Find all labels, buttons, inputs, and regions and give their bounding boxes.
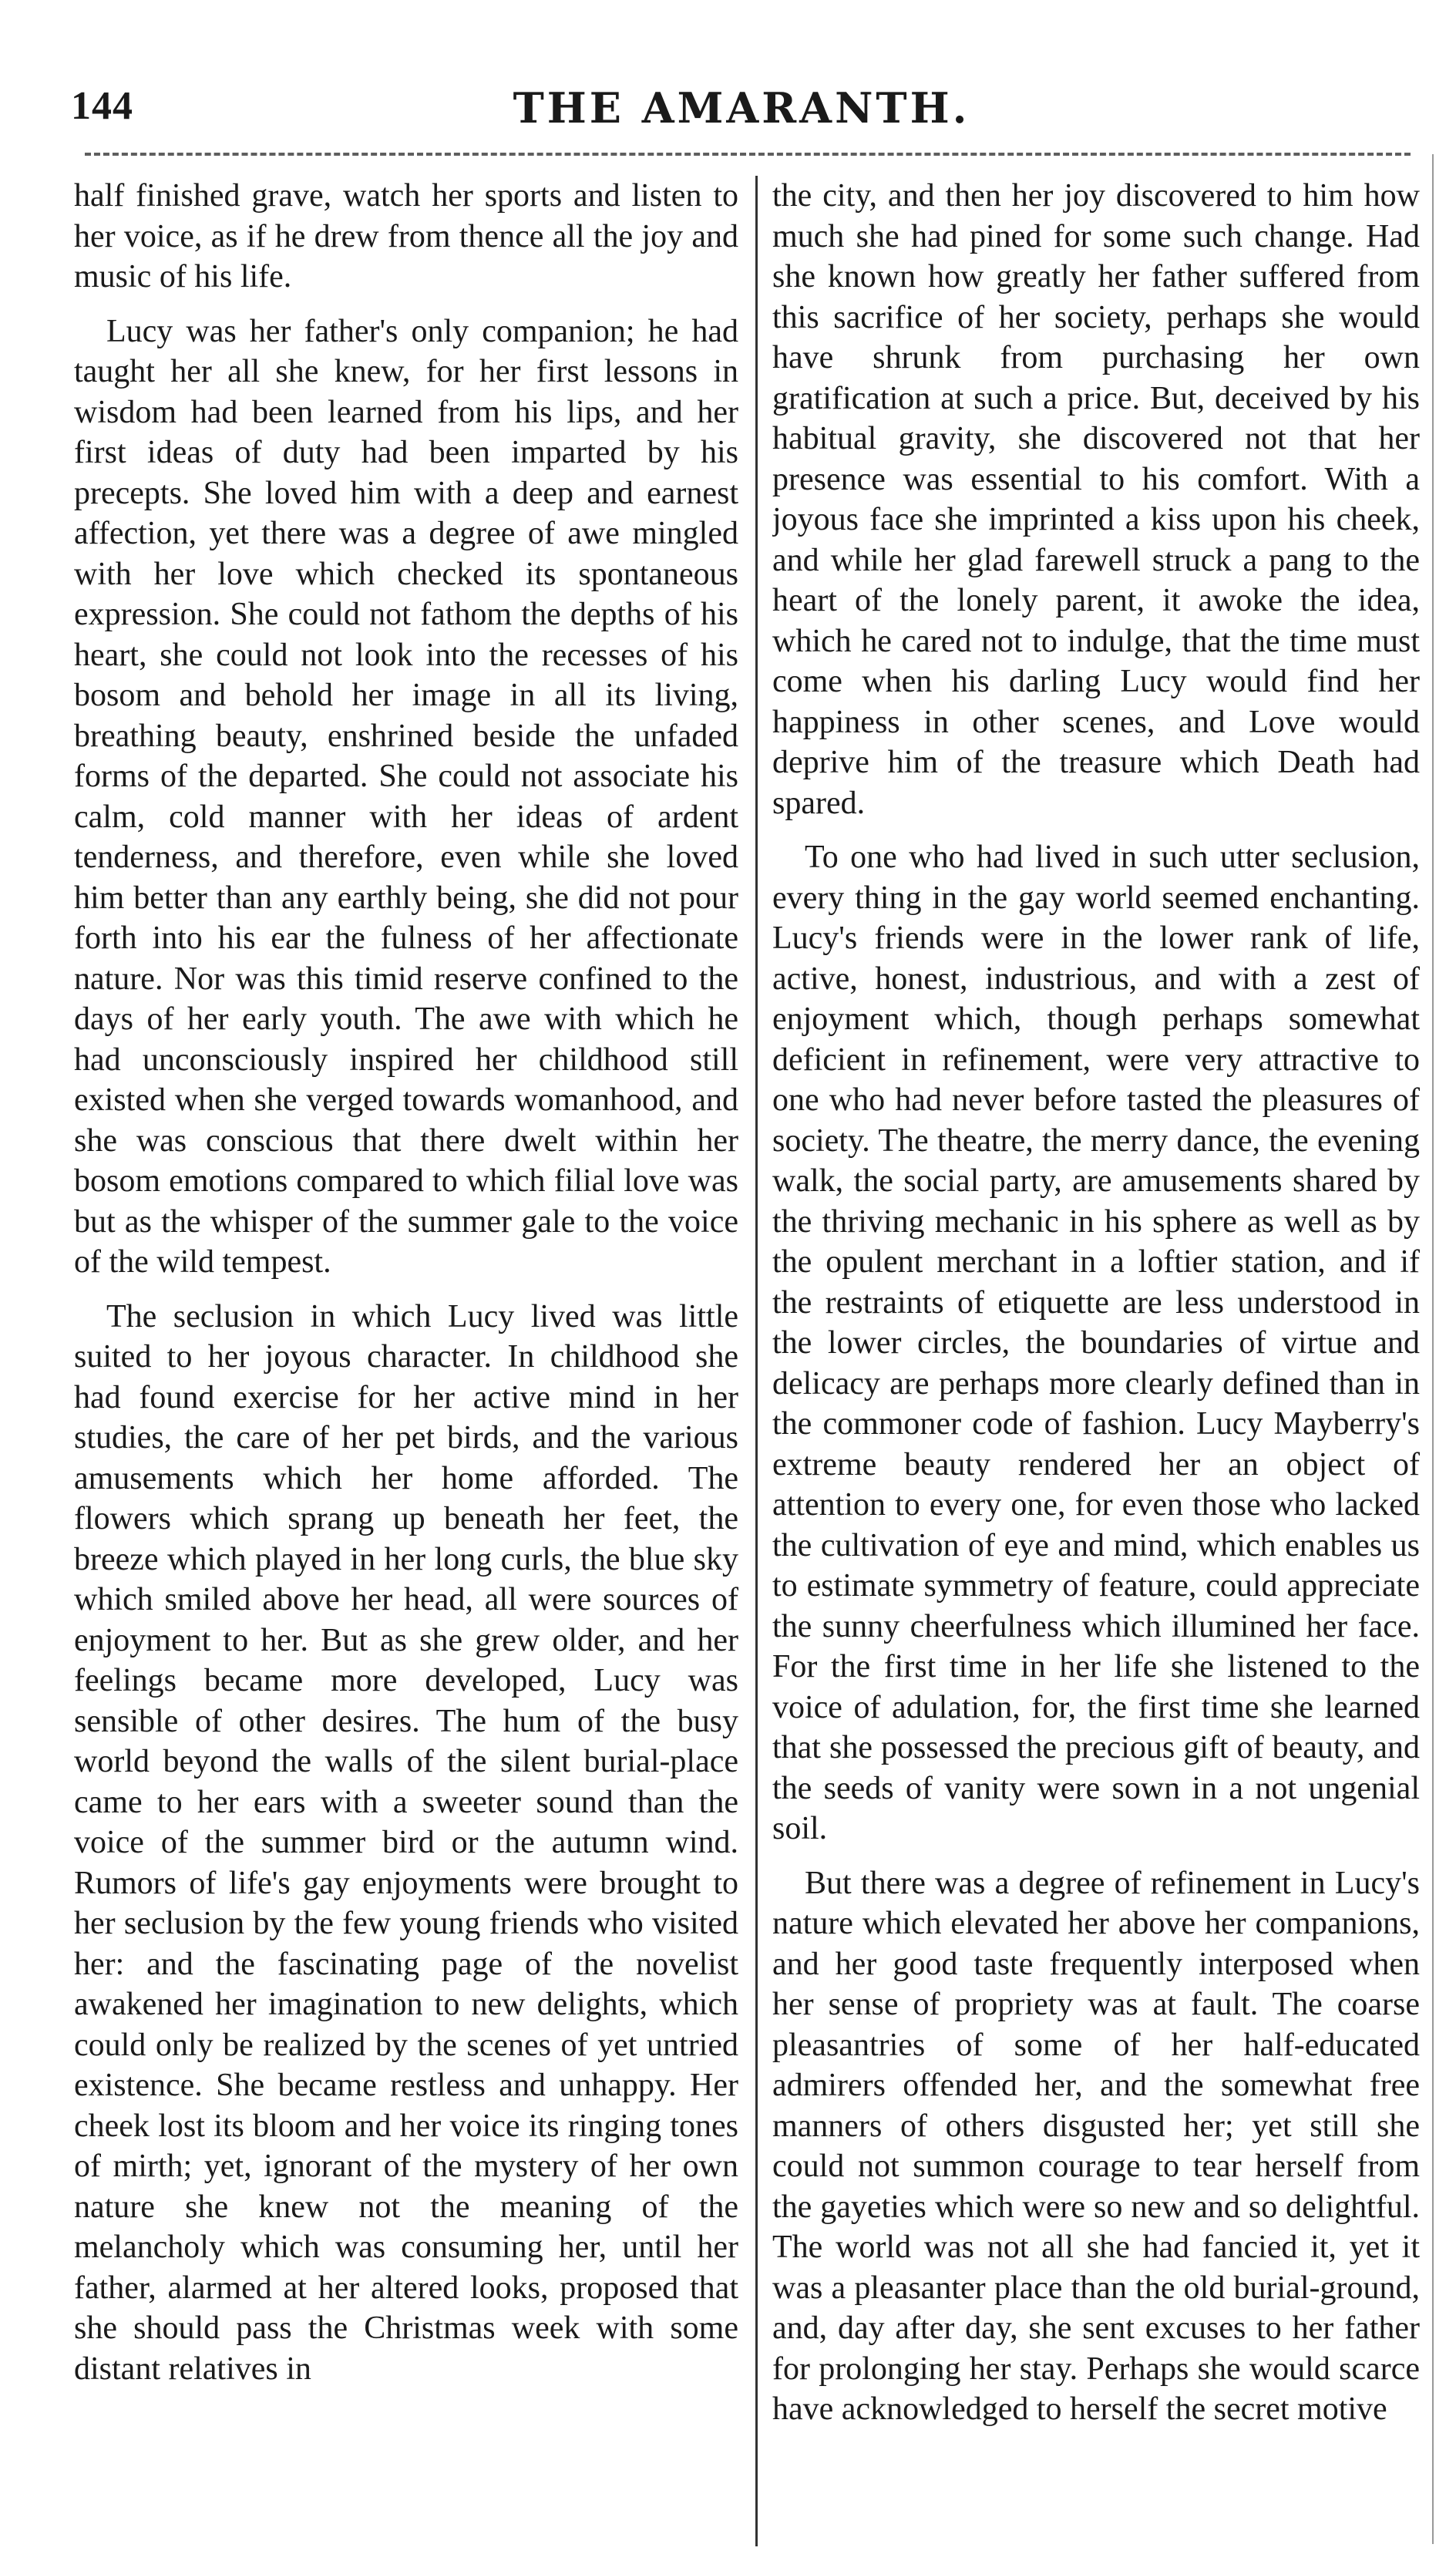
paragraph: To one who had lived in such utter seclusion, every thing in the gay world seemed enchanting. Lucy's friends were in the lower rank of life, active, honest, industrious, and with a zest of enjoyment which, though perhaps somewhat deficient in refinement, were very attractive to one who had never before tasted the pleasures of society. The theatre, the merry dance, the evening walk, the social party, are amusements shared by the thriving mechanic in his sphere as well as by the opulent merchant in a loftier station, and if the restraints of etiquette are less understood in the lower circles, the boundaries of virtue and delicacy are perhaps more clearly defined than in the commoner code of fashion. Lucy Mayberry's extreme beauty rendered her an object of attention to every one, for even those who lacked the cultivation of eye and mind, which enables us to estimate symmetry of feature, could appreciate the sunny cheerfulness which illumined her face. For the first time in her life she listened to the voice of adulation, for, the first time she learned that she possessed the precious gift of beauty, and the seeds of vanity were sown in a not ungenial soil. bbox=[772, 840, 1420, 1846]
paragraph: the city, and then her joy discovered to him how much she had pined for some such change. Had she known how greatly her father suffered from this sacrifice of her society, perhaps she would have shrunk from purchasing her own gratification at such a price. But, deceived by his habitual gravity, she discovered not that her presence was essential to his comfort. With a joyous face she imprinted a kiss upon his cheek, and while her glad farewell struck a pang to the heart of the lonely parent, it awoke the idea, which he cared not to indulge, that the time must come when his darling Lucy would find her happiness in other scenes, and Love would deprive him of the treasure which Death had spared. bbox=[772, 178, 1420, 821]
right-column bbox=[772, 176, 1420, 2542]
page-number: 144 bbox=[71, 84, 133, 128]
column-divider bbox=[755, 176, 758, 2546]
paragraph: The seclusion in which Lucy lived was little suited to her joyous character. In childhood she had found exercise for her active mind in her studies, the care of her pet birds, and the various amusements which her home afforded. The flowers which sprang up beneath her feet, the breeze which played in her long curls, the blue sky which smiled above her head, all were sources of enjoyment to her. But as she grew older, and her feelings became more developed, Lucy was sensible of other desires. The hum of the busy world beyond the walls of the silent burial-place came to her ears with a sweeter sound than the voice of the summer bird or the autumn wind. Rumors of life's gay enjoyments were brought to her seclusion by the few young friends who visited her: and the fascinating page of the novelist awakened her imagination to new delights, which could only be realized by the scenes of yet untried existence. She became restless and unhappy. Her cheek lost its bloom and her voice its ringing tones of mirth; yet, ignorant of the mystery of her own nature she knew not the meaning of the melancholy which was consuming her, until her father, alarmed at her altered looks, proposed that she should pass the Christmas week with some distant relatives in bbox=[74, 1298, 738, 2387]
running-header bbox=[63, 83, 1420, 137]
paragraph: half finished grave, watch her sports and listen to her voice, as if he drew from thence all the joy and music of his life. bbox=[74, 178, 738, 294]
running-title: THE AMARANTH. bbox=[513, 83, 970, 133]
paragraph: But there was a degree of refinement in Lucy's nature which elevated her above her companions, and her good taste frequently interposed when her sense of propriety was at fault. The coarse pleasantries of some of her half-educated admirers offended her, and the somewhat free manners of others disgusted her; yet still she could not summon courage to tear herself from the gayeties which were so new and so delightful. The world was not all she had fancied it, yet it was a pleasanter place than the old burial-ground, and, day after day, she sent excuses to her father for prolonging her stay. Perhaps she would scarce have acknowledged to herself the secret motive bbox=[772, 1865, 1420, 2427]
paragraph: Lucy was her father's only companion; he had taught her all she knew, for her first lessons in wisdom had been learned from his lips, and her first ideas of duty had been imparted by his precepts. She loved him with a deep and earnest affection, yet there was a degree of awe mingled with her love which checked its spontaneous expression. She could not fathom the depths of his heart, she could not look into the recesses of his bosom and behold her image in all its living, breathing beauty, enshrined beside the unfaded forms of the departed. She could not associate his calm, cold manner with her ideas of ardent tenderness, and therefore, even while she loved him better than any earthly being, she did not pour forth into his ear the fulness of her affectionate nature. Nor was this timid reserve confined to the days of her early youth. The awe with which he had unconsciously inspired her childhood still existed when she verged towards womanhood, and she was conscious that there dwelt within her bosom emotions compared to which filial love was but as the whisper of the summer gale to the voice of the wild tempest. bbox=[74, 313, 738, 1280]
header-rule bbox=[85, 153, 1411, 156]
page-edge-rule bbox=[1432, 154, 1434, 2544]
left-column bbox=[74, 176, 738, 2542]
